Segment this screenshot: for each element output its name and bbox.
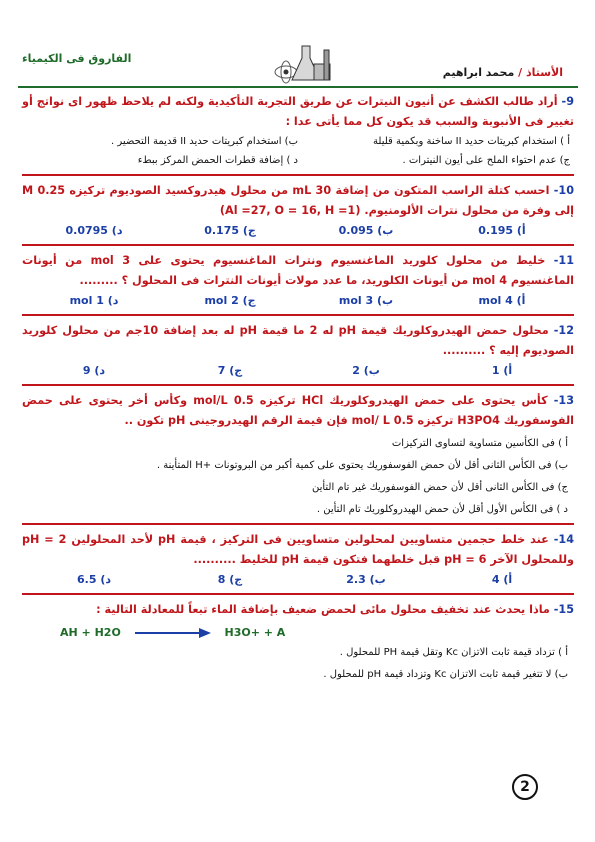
question-14: 14- عند خلط حجمين متساويين لمحلولين متساويين فى التركيز ، قيمة pH لأحد المحلولين pH = 2 وللمحلول الآخر pH = 6 قبل خلطهما فتكون قيمة pH للخليط ..........	[22, 533, 574, 566]
divider	[22, 244, 574, 246]
q10-option-b: ب) 0.095	[338, 224, 394, 237]
q12-option-c: ج) 7	[217, 364, 243, 377]
divider	[22, 314, 574, 316]
q10-option-c: ج) 0.175	[204, 224, 256, 237]
question-10: 10- احسب كتلة الراسب المتكون من إضافة 30 mL من محلول هيدروكسيد الصوديوم تركيزه 0.25 M إلى وفرة من محلول نترات الألومنيوم. (Al =27, O = 16, H =1)	[22, 184, 574, 217]
q11-option-b: ب) 3 mol	[338, 294, 394, 307]
q13-option-a: أ ) فى الكأسين متساوية لتساوى التركيزات	[391, 438, 568, 449]
q15-option-b: ب) لا تتغير قيمة ثابت الاتزان Kc وتزداد قيمة pH للمحلول .	[323, 669, 568, 680]
teacher-name: الأستاذ / محمد ابراهيم	[442, 66, 563, 79]
questions-content	[22, 92, 574, 687]
q14-option-c: ج) 8	[217, 573, 243, 586]
divider	[22, 174, 574, 176]
question-15: 15- ماذا يحدث عند تخفيف محلول مائى لحمض ضعيف بإضافة الماء تبعاً للمعادلة التالية :	[96, 603, 574, 616]
equation-right: H3O+ + A	[224, 626, 286, 639]
q13-option-d: د ) فى الكأس الأول أقل لأن حمض الهيدروكلوريك تام التأين .	[316, 504, 568, 515]
q12-option-a: أ) 1	[491, 364, 513, 377]
q11-options	[22, 291, 574, 310]
q12-option-d: د) 9	[82, 364, 106, 377]
arrow-right-icon	[135, 628, 211, 638]
q11-option-c: ج) 2 mol	[204, 294, 256, 307]
question-11: 11- خليط من محلول كلوريد الماغنسيوم ونترات الماغنسيوم يحتوى على 3 mol من أيونات الماغنسيوم 4 mol من أيونات الكلوريد، ما عدد مولات أيونات النترات فى المحلول ؟ .........	[22, 254, 574, 287]
q11-option-d: د) 1 mol	[69, 294, 119, 307]
divider	[22, 523, 574, 525]
q9-option-b: ب) استخدام كبريتات حديد II قديمة التحضير .	[111, 136, 298, 147]
q9-options-row-1	[22, 132, 574, 151]
q9-option-d: د ) إضافة قطرات الحمض المركز ببطء	[137, 155, 298, 166]
q11-option-a: أ) 4 mol	[478, 294, 526, 307]
q10-option-a: أ) 0.195	[478, 224, 526, 237]
q10-option-d: د) 0.0795	[65, 224, 123, 237]
q14-option-d: د) 6.5	[76, 573, 111, 586]
q9-option-a: أ ) استخدام كبريتات حديد II ساخنة وبكمية قليلة	[373, 136, 570, 147]
q14-option-b: ب) 2.3	[346, 573, 386, 586]
q12-options	[22, 361, 574, 380]
page-number: 2	[512, 774, 538, 800]
q12-option-b: ب) 2	[352, 364, 380, 377]
brand-title: الفاروق فى الكيمياء	[22, 52, 132, 65]
q15-equation	[22, 626, 574, 639]
q15-option-a: أ ) تزداد قيمة ثابت الاتزان Kc وتقل قيمة PH للمحلول .	[339, 647, 568, 658]
question-9: 9- أراد طالب الكشف عن أنيون النيترات عن طريق التجربة التأكيدية ولكنه لم يلاحظ ظهور اى نواتج أو تغيير فى الأنبوبة والسبب قد يكون كل مما يأتى عدا :	[22, 95, 574, 128]
divider	[22, 384, 574, 386]
q9-option-c: ج) عدم احتواء الملح على أيون النيترات .	[402, 155, 570, 166]
q13-option-c: ج) فى الكأس الثانى أقل لأن حمض الفوسفوريك غير تام التأين	[311, 482, 568, 493]
equation-left: AH + H2O	[60, 626, 121, 639]
divider	[22, 593, 574, 595]
question-12: 12- محلول حمض الهيدروكلوريك قيمة pH له 2 ما قيمة pH له بعد إضافة 10جم من محلول كلوريد الصوديوم إليه ؟ ..........	[22, 324, 574, 357]
page-header	[0, 40, 595, 90]
question-13: 13- كأس يحتوى على حمض الهيدروكلوريك HCl تركيزه 0.5 mol/L وكأس أخر يحتوى على حمض الفوسفوريك H3PO4 تركيزه 0.5 mol/ L فإن قيمة الرقم الهيدروجينى pH تكون ..	[22, 394, 574, 427]
lab-equipment-icon	[268, 42, 338, 86]
q14-option-a: أ) 4	[491, 573, 513, 586]
q10-options	[22, 221, 574, 240]
header-divider	[18, 86, 578, 88]
q14-options	[22, 570, 574, 589]
q13-option-b: ب) فى الكأس الثانى أقل لأن حمض الفوسفوريك يحتوى على كمية أكبر من البروتونات +H المتأينة .	[156, 460, 568, 471]
q9-options-row-2	[22, 151, 574, 170]
